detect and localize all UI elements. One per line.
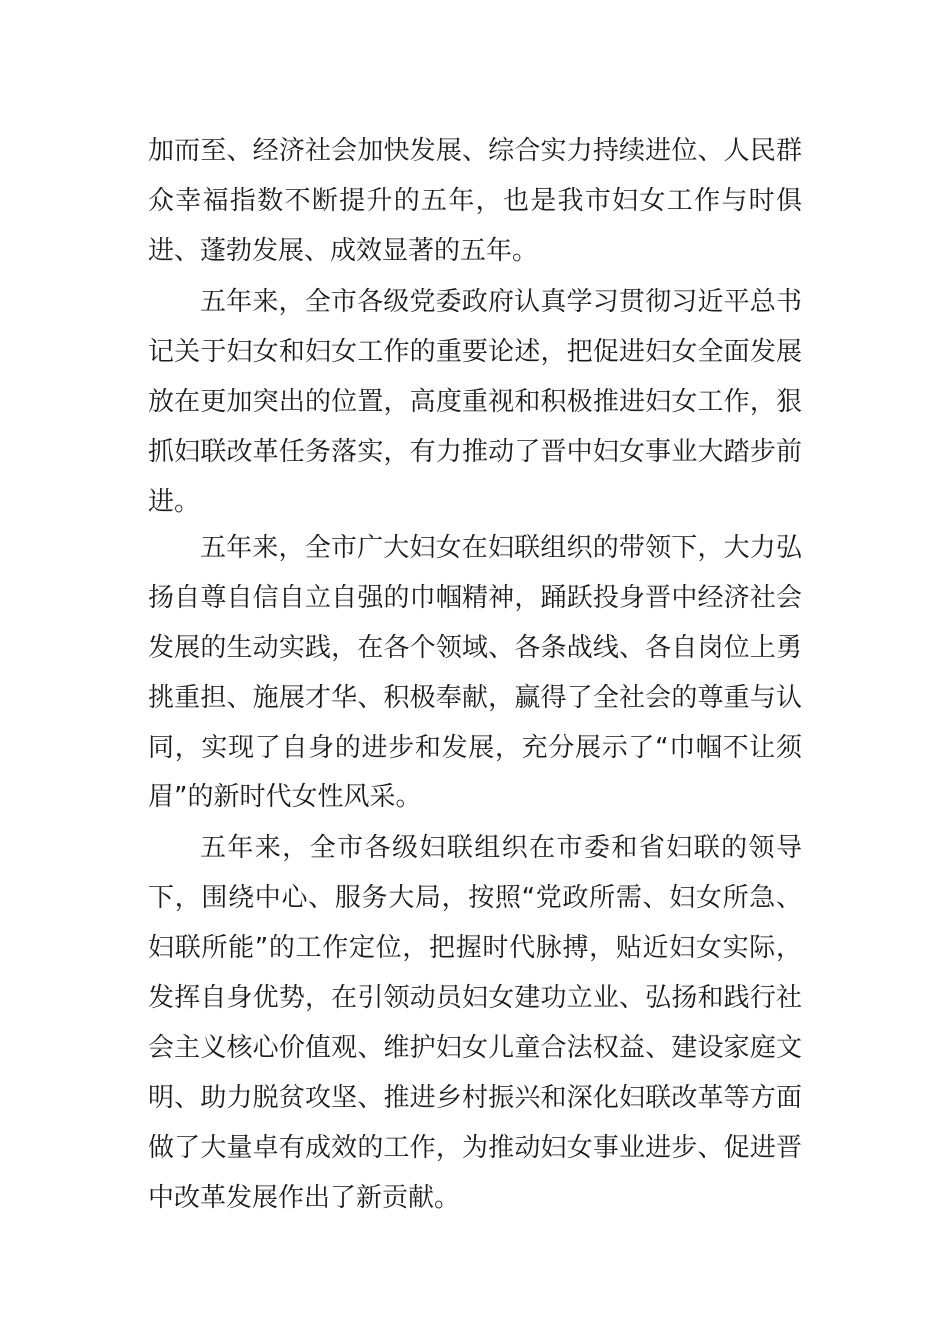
text-line: 挑重担、施展才华、积极奉献，赢得了全社会的尊重与认 [148,683,802,713]
text-line: 同，实现了自身的进步和发展，充分展示了“巾帼不让须 [148,733,802,763]
text-line: 发展的生动实践，在各个领域、各条战线、各自岗位上勇 [148,633,802,663]
text-line: 扬自尊自信自立自强的巾帼精神，踊跃投身晋中经济社会 [148,583,802,613]
text-line: 众幸福指数不断提升的五年，也是我市妇女工作与时俱 [148,186,802,216]
text-line: 进、蓬勃发展、成效显著的五年。 [148,236,539,266]
text-line: 发挥自身优势，在引领动员妇女建功立业、弘扬和践行社 [148,983,802,1013]
text-line: 下，围绕中心、服务大局，按照“党政所需、妇女所急、 [148,883,802,913]
text-line: 记关于妇女和妇女工作的重要论述，把促进妇女全面发展 [148,337,802,367]
text-line: 五年来，全市各级党委政府认真学习贯彻习近平总书 [200,287,802,317]
text-line: 做了大量卓有成效的工作，为推动妇女事业进步、促进晋 [148,1133,802,1163]
text-line: 妇联所能”的工作定位，把握时代脉搏，贴近妇女实际， [148,933,802,963]
text-line: 会主义核心价值观、维护妇女儿童合法权益、建设家庭文 [148,1033,802,1063]
text-line: 中改革发展作出了新贡献。 [148,1183,461,1213]
text-line: 放在更加突出的位置，高度重视和积极推进妇女工作，狠 [148,387,802,417]
text-line: 五年来，全市广大妇女在妇联组织的带领下，大力弘 [200,533,802,563]
text-line: 进。 [148,487,201,517]
text-line: 抓妇联改革任务落实，有力推动了晋中妇女事业大踏步前 [148,437,802,467]
text-line: 加而至、经济社会加快发展、综合实力持续进位、人民群 [148,136,802,166]
text-line: 明、助力脱贫攻坚、推进乡村振兴和深化妇联改革等方面 [148,1083,802,1113]
text-line: 五年来，全市各级妇联组织在市委和省妇联的领导 [200,833,802,863]
text-line: 眉”的新时代女性风采。 [148,782,422,812]
